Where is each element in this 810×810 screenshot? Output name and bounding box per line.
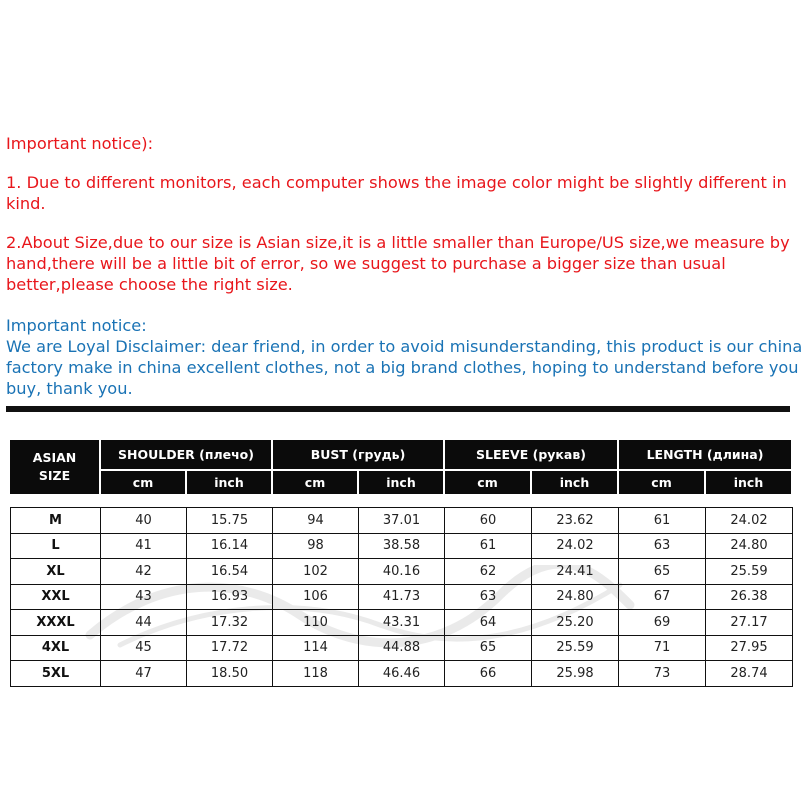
bust-cm-cell: 110 <box>273 610 359 636</box>
sleeve-header: SLEEVE (рукав) <box>444 439 618 470</box>
sleeve-inch-cell: 24.80 <box>532 584 619 610</box>
table-row <box>11 584 793 610</box>
length-cm-cell: 69 <box>619 610 706 636</box>
bust-inch-cell: 38.58 <box>359 533 445 559</box>
sleeve-inch-cell: 25.20 <box>532 610 619 636</box>
divider-bar <box>6 406 790 412</box>
shoulder-header: SHOULDER (плечо) <box>100 439 272 470</box>
bust-inch-cell: 44.88 <box>359 635 445 661</box>
sleeve-inch-cell: 23.62 <box>532 508 619 534</box>
length-inch-cell: 24.02 <box>706 508 793 534</box>
shoulder-inch-cell: 16.93 <box>187 584 273 610</box>
length-header: LENGTH (длина) <box>618 439 792 470</box>
size-cell: L <box>11 533 101 559</box>
unit-cm-header: cm <box>100 470 186 495</box>
length-cm-cell: 61 <box>619 508 706 534</box>
length-cm-cell: 73 <box>619 661 706 687</box>
size-table-body <box>10 507 793 687</box>
size-cell: XL <box>11 559 101 585</box>
bust-inch-cell: 46.46 <box>359 661 445 687</box>
shoulder-inch-cell: 16.14 <box>187 533 273 559</box>
bust-inch-cell: 43.31 <box>359 610 445 636</box>
unit-cm-header: cm <box>444 470 531 495</box>
sleeve-cm-cell: 63 <box>445 584 532 610</box>
shoulder-inch-cell: 18.50 <box>187 661 273 687</box>
size-cell: 4XL <box>11 635 101 661</box>
size-cell: XXL <box>11 584 101 610</box>
sleeve-cm-cell: 60 <box>445 508 532 534</box>
shoulder-cm-cell: 41 <box>101 533 187 559</box>
disclaimer-block <box>6 315 806 399</box>
unit-inch-header: inch <box>186 470 272 495</box>
length-inch-cell: 27.17 <box>706 610 793 636</box>
bust-inch-cell: 37.01 <box>359 508 445 534</box>
sleeve-cm-cell: 66 <box>445 661 532 687</box>
length-inch-cell: 24.80 <box>706 533 793 559</box>
shoulder-cm-cell: 43 <box>101 584 187 610</box>
bust-inch-cell: 41.73 <box>359 584 445 610</box>
shoulder-cm-cell: 47 <box>101 661 187 687</box>
asian-size-line1: ASIAN <box>32 450 77 465</box>
asian-size-header <box>10 439 100 495</box>
table-row <box>11 661 793 687</box>
shoulder-inch-cell: 17.72 <box>187 635 273 661</box>
shoulder-cm-cell: 42 <box>101 559 187 585</box>
notice-item-size: 2.About Size,due to our size is Asian size,it is a little smaller than Europe/US size,we measure by hand,there will be a little bit of error, so we suggest to purchase a bigger size than usual better,please choose the right size. <box>6 233 790 294</box>
disclaimer-text: We are Loyal Disclaimer: dear friend, in order to avoid misunderstanding, this product is our china factory make in china excellent clothes, not a big brand clothes, hoping to understand before you buy, thank you. <box>6 337 803 398</box>
bust-inch-cell: 40.16 <box>359 559 445 585</box>
sleeve-cm-cell: 65 <box>445 635 532 661</box>
sleeve-inch-cell: 25.59 <box>532 635 619 661</box>
sleeve-inch-cell: 24.41 <box>532 559 619 585</box>
table-row <box>11 559 793 585</box>
shoulder-cm-cell: 40 <box>101 508 187 534</box>
bust-cm-cell: 94 <box>273 508 359 534</box>
size-table-header <box>10 438 793 496</box>
size-cell: 5XL <box>11 661 101 687</box>
length-inch-cell: 27.95 <box>706 635 793 661</box>
notice-title: Important notice): <box>6 134 154 153</box>
bust-header: BUST (грудь) <box>272 439 444 470</box>
shoulder-cm-cell: 45 <box>101 635 187 661</box>
sleeve-cm-cell: 62 <box>445 559 532 585</box>
length-cm-cell: 65 <box>619 559 706 585</box>
unit-cm-header: cm <box>272 470 358 495</box>
asian-size-line2: SIZE <box>38 468 71 483</box>
length-cm-cell: 71 <box>619 635 706 661</box>
bust-cm-cell: 114 <box>273 635 359 661</box>
disclaimer-title: Important notice: <box>6 316 147 335</box>
unit-inch-header: inch <box>358 470 444 495</box>
length-inch-cell: 26.38 <box>706 584 793 610</box>
shoulder-inch-cell: 15.75 <box>187 508 273 534</box>
sleeve-cm-cell: 64 <box>445 610 532 636</box>
bust-cm-cell: 102 <box>273 559 359 585</box>
sleeve-cm-cell: 61 <box>445 533 532 559</box>
notice-item-monitors: 1. Due to different monitors, each computer shows the image color might be slightly different in kind. <box>6 173 787 213</box>
sleeve-inch-cell: 24.02 <box>532 533 619 559</box>
sleeve-inch-cell: 25.98 <box>532 661 619 687</box>
shoulder-inch-cell: 17.32 <box>187 610 273 636</box>
length-inch-cell: 25.59 <box>706 559 793 585</box>
size-cell: M <box>11 508 101 534</box>
table-row <box>11 635 793 661</box>
length-cm-cell: 67 <box>619 584 706 610</box>
table-row <box>11 610 793 636</box>
unit-inch-header: inch <box>531 470 618 495</box>
unit-inch-header: inch <box>705 470 792 495</box>
bust-cm-cell: 118 <box>273 661 359 687</box>
table-row <box>11 508 793 534</box>
shoulder-inch-cell: 16.54 <box>187 559 273 585</box>
bust-cm-cell: 98 <box>273 533 359 559</box>
shoulder-cm-cell: 44 <box>101 610 187 636</box>
unit-cm-header: cm <box>618 470 705 495</box>
table-row <box>11 533 793 559</box>
size-cell: XXXL <box>11 610 101 636</box>
length-inch-cell: 28.74 <box>706 661 793 687</box>
bust-cm-cell: 106 <box>273 584 359 610</box>
length-cm-cell: 63 <box>619 533 706 559</box>
